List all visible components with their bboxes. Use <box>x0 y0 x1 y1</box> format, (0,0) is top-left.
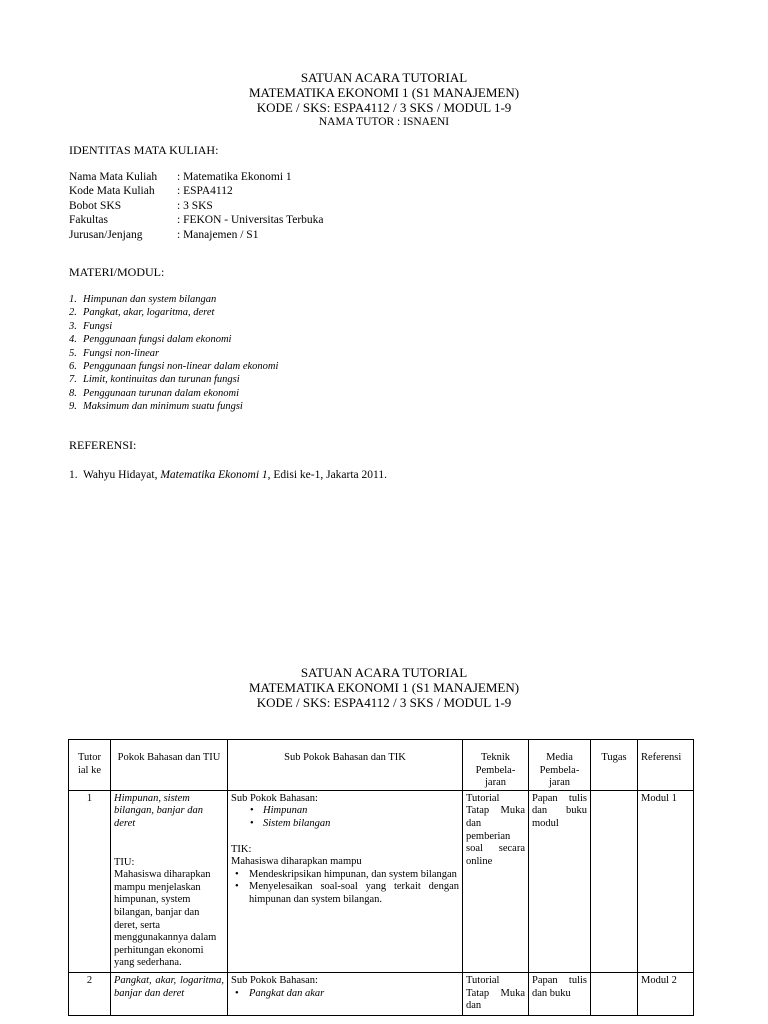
materi-number: 1. <box>69 294 77 305</box>
sub-label: Sub Pokok Bahasan: <box>231 974 318 986</box>
identitas-value: : FEKON - Universitas Terbuka <box>177 214 324 227</box>
materi-number: 5. <box>69 347 77 359</box>
tik-label: TIK: <box>231 843 252 855</box>
referensi-rest: , Edisi ke-1, Jakarta 2011. <box>267 469 387 481</box>
materi-number: 6. <box>69 361 77 373</box>
row-number: 1 <box>69 790 111 972</box>
header-tugas: Tugas <box>591 740 638 791</box>
identitas-key: Fakultas <box>69 214 108 227</box>
identitas-key: Jurusan/Jenjang <box>69 228 143 241</box>
sub-cell <box>228 972 463 1015</box>
referensi-number: 1. <box>69 469 78 481</box>
header-course: MATEMATIKA EKONOMI 1 (S1 MANAJEMEN) <box>248 85 520 100</box>
materi-text: Penggunaan fungsi dalam ekonomi <box>83 334 232 346</box>
pokok-cell <box>111 790 228 972</box>
materi-list <box>69 293 278 414</box>
identitas-row <box>69 170 324 184</box>
identitas-key: Bobot SKS <box>69 199 122 212</box>
materi-item <box>69 387 278 400</box>
header-teknik: Teknik Pembela-jaran <box>463 740 529 791</box>
table-row <box>69 790 694 972</box>
materi-item <box>69 293 278 306</box>
row-number: 2 <box>69 972 111 1015</box>
materi-text: Limit, kontinuitas dan turunan fungsi <box>83 374 240 386</box>
materi-item <box>69 320 278 333</box>
identitas-row <box>69 199 324 213</box>
materi-text: Pangkat, akar, logaritma, deret <box>83 307 215 319</box>
table-row <box>69 972 694 1015</box>
header-title: SATUAN ACARA TUTORIAL <box>300 70 468 85</box>
sub-label: Sub Pokok Bahasan: <box>231 792 318 804</box>
materi-item <box>69 373 278 386</box>
header-pokok: Pokok Bahasan dan TIU <box>111 740 228 791</box>
materi-text: Himpunan dan system bilangan <box>83 294 217 305</box>
header2-code: KODE / SKS: ESPA4112 / 3 SKS / MODUL 1-9 <box>256 695 512 710</box>
materi-item <box>69 333 278 346</box>
referensi-book: Matematika Ekonomi 1 <box>160 469 268 481</box>
materi-heading: MATERI/MODUL: <box>69 265 165 279</box>
sub-item: • Pangkat dan akar <box>249 988 459 1001</box>
identitas-key: Nama Mata Kuliah <box>69 171 158 183</box>
tiu-label: TIU: <box>114 856 135 868</box>
sub-item: • Sistem bilangan <box>263 818 459 831</box>
header-code: KODE / SKS: ESPA4112 / 3 SKS / MODUL 1-9 <box>256 100 512 115</box>
media-cell: Papan tulis dan buku modul <box>529 790 591 972</box>
tik-item: • Mendeskripsikan himpunan, dan system bilangan <box>249 869 459 882</box>
materi-text: Penggunaan fungsi non-linear dalam ekonomi <box>83 361 279 373</box>
materi-item <box>69 360 278 373</box>
header2-course: MATEMATIKA EKONOMI 1 (S1 MANAJEMEN) <box>248 680 520 695</box>
identitas-value: : ESPA4112 <box>177 185 233 198</box>
materi-number: 2. <box>69 307 77 319</box>
pokok-bahasan: Himpunan, sistem bilangan, banjar dan deret <box>114 792 203 829</box>
identitas-row <box>69 213 324 227</box>
referensi-item <box>69 468 387 482</box>
referensi-heading: REFERENSI: <box>69 438 137 452</box>
tutorial-table <box>68 739 694 1016</box>
teknik-cell: Tutorial Tatap Muka dan <box>463 972 529 1015</box>
materi-number: 8. <box>69 387 77 399</box>
identitas-value: : 3 SKS <box>177 199 213 212</box>
tik-item: • Menyelesaikan soal-soal yang terkait dengan himpunan dan system bilangan. <box>249 881 459 906</box>
materi-item <box>69 347 278 360</box>
identitas-row <box>69 184 324 198</box>
materi-text: Maksimum dan minimum suatu fungsi <box>83 401 243 413</box>
materi-text: Fungsi <box>83 320 113 332</box>
referensi-cell: Modul 2 <box>638 972 694 1015</box>
header-block <box>0 70 768 130</box>
identitas-table <box>69 170 324 242</box>
materi-text: Penggunaan turunan dalam ekonomi <box>83 387 240 399</box>
sub-item: • Himpunan <box>263 805 459 818</box>
tiu-text: Mahasiswa diharapkan mampu menjelaskan himpunan, system bilangan, banjar dan deret, serta menggunakannya dalam perhitungan ekonomi yang sederhana. <box>114 869 217 969</box>
materi-number: 7. <box>69 374 77 386</box>
materi-number: 9. <box>69 401 77 413</box>
header-sub: Sub Pokok Bahasan dan TIK <box>228 740 463 791</box>
tugas-cell <box>591 972 638 1015</box>
tik-intro: Mahasiswa diharapkan mampu <box>231 856 362 868</box>
teknik-cell: Tutorial Tatap Muka dan pemberian soal secara online <box>463 790 529 972</box>
header-referensi: Referensi <box>638 740 694 791</box>
materi-number: 3. <box>69 320 77 332</box>
identitas-value: : Manajemen / S1 <box>177 228 259 241</box>
sub-cell <box>228 790 463 972</box>
identitas-row <box>69 228 324 242</box>
tugas-cell <box>591 790 638 972</box>
materi-text: Fungsi non-linear <box>83 347 160 359</box>
media-cell: Papan tulis dan buku <box>529 972 591 1015</box>
identitas-value: : Matematika Ekonomi 1 <box>177 171 292 183</box>
header2-block <box>0 665 768 710</box>
materi-item <box>69 306 278 319</box>
header2-title: SATUAN ACARA TUTORIAL <box>300 665 468 680</box>
header-tutor: NAMA TUTOR : ISNAENI <box>318 116 450 128</box>
materi-item <box>69 400 278 413</box>
table-header-row <box>69 740 694 791</box>
header-tutorial: Tutor ial ke <box>69 740 111 791</box>
header-media: Media Pembela-jaran <box>529 740 591 791</box>
identitas-key: Kode Mata Kuliah <box>69 185 155 198</box>
identitas-heading: IDENTITAS MATA KULIAH: <box>69 143 219 157</box>
referensi-author: Wahyu Hidayat, <box>83 469 161 481</box>
pokok-bahasan: Pangkat, akar, logaritma, banjar dan deret <box>111 972 228 1015</box>
referensi-cell: Modul 1 <box>638 790 694 972</box>
materi-number: 4. <box>69 334 77 346</box>
